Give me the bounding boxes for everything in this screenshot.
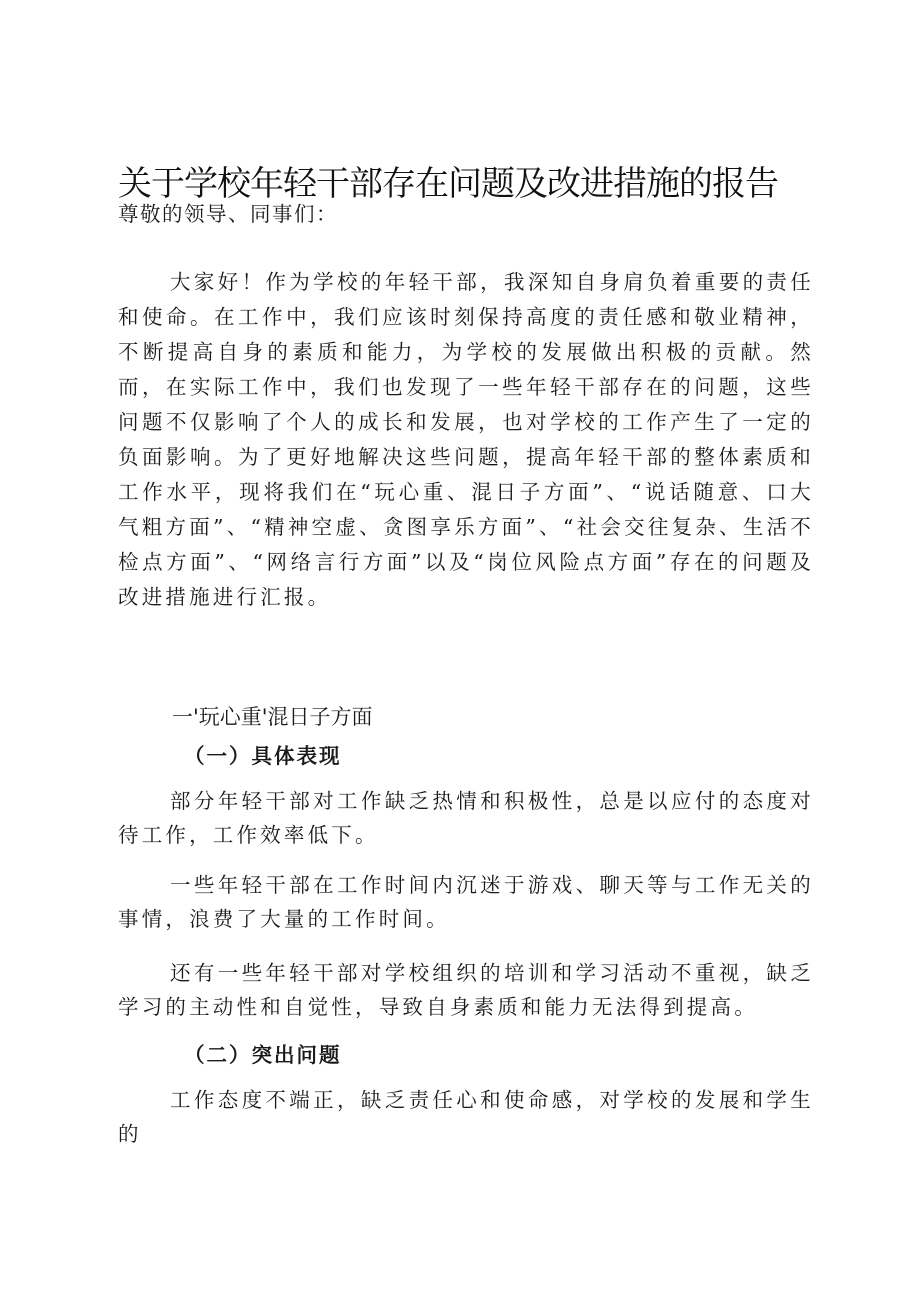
intro-paragraph: 大家好！作为学校的年轻干部，我深知自身肩负着重要的责任和使命。在工作中，我们应该时刻保持高度的责任感和敬业精神，不断提高自身的素质和能力，为学校的发展做出积极的贡献。然而，在实际工作中，我们也发现了一些年轻干部存在的问题，这些问题不仅影响了个人的成长和发展，也对学校的工作产生了一定的负面影响。为了更好地解决这些问题，提高年轻干部的整体素质和工作水平，现将我们在“玩心重、混日子方面”、“说话随意、口大气粗方面”、“精神空虚、贪图享乐方面”、“社会交往复杂、生活不检点方面”、“网络言行方面”以及“岗位风险点方面”存在的问题及改进措施进行汇报。 <box>118 270 814 609</box>
subsection-heading-specific-performance: （一）具体表现 <box>184 744 342 768</box>
document-title: 关于学校年轻干部存在问题及改进措施的报告 <box>118 164 778 204</box>
section-heading-1: 一'玩心重'混日子方面 <box>172 705 373 729</box>
salutation: 尊敬的领导、同事们： <box>118 202 338 226</box>
paragraph: 一些年轻干部在工作时间内沉迷于游戏、聊天等与工作无关的事情，浪费了大量的工作时间。 <box>118 873 814 931</box>
paragraph: 工作态度不端正，缺乏责任心和使命感，对学校的发展和学生的 <box>118 1088 814 1146</box>
paragraph: 部分年轻干部对工作缺乏热情和积极性，总是以应付的态度对待工作，工作效率低下。 <box>118 789 814 847</box>
subsection-heading-prominent-problems: （二）突出问题 <box>184 1043 342 1067</box>
paragraph: 还有一些年轻干部对学校组织的培训和学习活动不重视，缺乏学习的主动性和自觉性，导致自身素质和能力无法得到提高。 <box>118 961 814 1019</box>
